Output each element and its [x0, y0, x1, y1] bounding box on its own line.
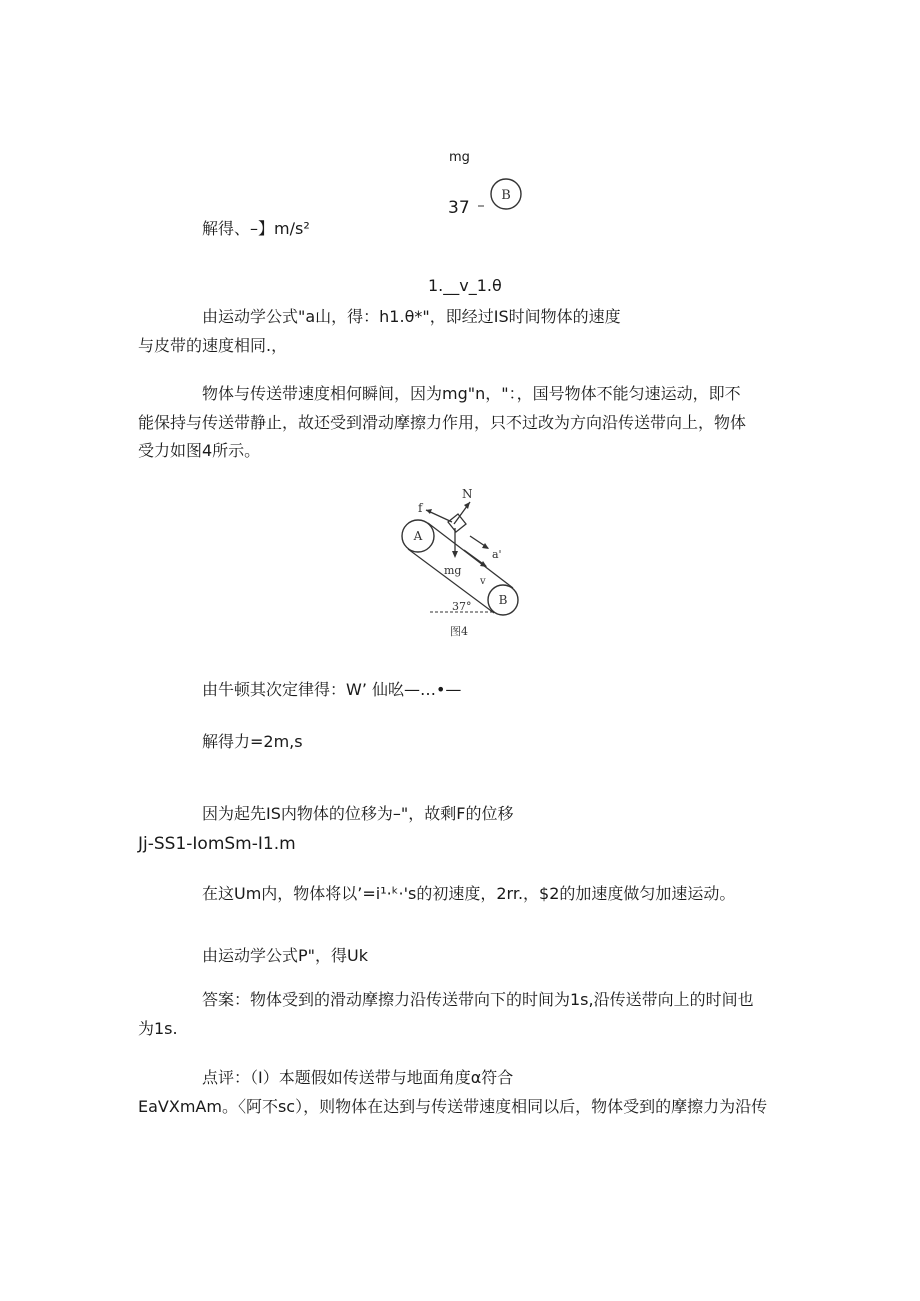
- figure-caption: 图4: [450, 625, 468, 638]
- line-13: 由运动学公式P"，得Uk: [202, 946, 368, 965]
- line-6: 能保持与传送带静止，故还受到滑动摩擦力作用，只不过改为方向沿传送带向上，物体: [138, 413, 747, 432]
- line-10: 因为起先IS内物体的位移为–"，故剩F的位移: [202, 804, 514, 823]
- figure-4-diagram: [396, 484, 526, 640]
- line-16: 点评：（I）本题假如传送带与地面角度α符合: [202, 1068, 514, 1087]
- mg-label-top: mg: [449, 150, 470, 165]
- line-8: 由牛顿其次定律得：W’ 仙吆—…•—: [202, 680, 462, 699]
- line-11: Jj-SS1-IomSm-I1.m: [138, 834, 296, 854]
- line-17: EaVXmAm。〈阿不sc），则物体在达到与传送带速度相同以后，物体受到的摩擦力为沿传: [138, 1097, 768, 1116]
- line-14: 答案：物体受到的滑动摩擦力沿传送带向下的时间为1s,沿传送带向上的时间也: [202, 990, 754, 1009]
- angle-label: 37°: [452, 600, 472, 613]
- a-label: A: [413, 529, 423, 543]
- line-2: 1.__v_1.θ: [428, 276, 502, 295]
- b-label: B: [498, 593, 508, 607]
- line-7: 受力如图4所示。: [138, 441, 261, 460]
- line-5: 物体与传送带速度相何瞬间，因为mg"n，"：，国号物体不能匀速运动，即不: [202, 384, 741, 403]
- pulley-b-label: B: [501, 188, 511, 203]
- a-prime-label: a': [492, 548, 502, 561]
- v-label: v: [480, 576, 486, 587]
- line-12: 在这Um内，物体将以’=i¹·ᵏ·'s的初速度，2rr.，$2的加速度做匀加速运动。: [202, 884, 736, 903]
- pulley-b-figure: [478, 174, 526, 216]
- angle-label-top: 37: [448, 198, 470, 218]
- line-4: 与皮带的速度相同.，: [138, 336, 288, 355]
- f-label: f: [418, 501, 423, 515]
- line-9: 解得力=2m,s: [202, 732, 303, 751]
- mg-label: mg: [444, 564, 462, 577]
- line-3: 由运动学公式"a山，得：h1.θ*"，即经过IS时间物体的速度: [202, 307, 621, 326]
- n-label: N: [462, 487, 473, 501]
- line-1: 解得、–】m∕s²: [202, 219, 310, 238]
- line-15: 为1s.: [138, 1019, 178, 1038]
